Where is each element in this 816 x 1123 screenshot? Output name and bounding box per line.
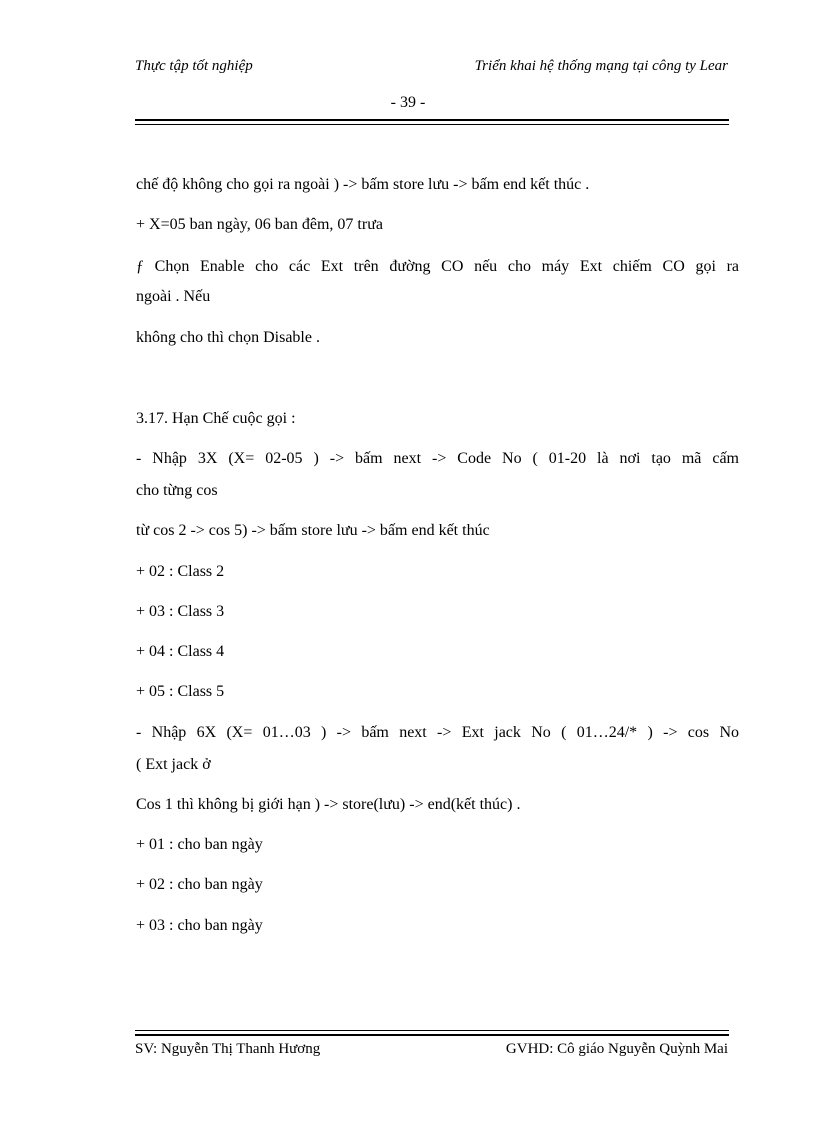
text-line: không cho thì chọn Disable . <box>136 329 320 346</box>
header-rule-bottom <box>135 124 729 125</box>
section-heading: 3.17. Hạn Chế cuộc gọi : <box>136 410 296 427</box>
list-item: + 04 : Class 4 <box>136 643 225 660</box>
text-line: - Nhập 6X (X= 01…03 ) -> bấm next -> Ext jack No ( 01…24/* ) -> cos No <box>136 724 739 741</box>
footer-rule-bottom <box>135 1034 729 1036</box>
footer-advisor-name: GVHD: Cô giáo Nguyễn Quỳnh Mai <box>505 1041 728 1057</box>
footer-student-name: SV: Nguyễn Thị Thanh Hương <box>135 1041 321 1057</box>
header-left-text: Thực tập tốt nghiệp <box>135 58 253 74</box>
list-item: + 02 : cho ban ngày <box>136 876 263 893</box>
list-item: + 03 : Class 3 <box>136 603 225 620</box>
text-line: từ cos 2 -> cos 5) -> bấm store lưu -> bấm end kết thúc <box>136 522 490 539</box>
text-line: - Nhập 3X (X= 02-05 ) -> bấm next -> Code No ( 01-20 là nơi tạo mã cấm <box>136 450 739 467</box>
list-item: + 05 : Class 5 <box>136 683 225 700</box>
list-item: + X=05 ban ngày, 06 ban đêm, 07 trưa <box>136 216 383 233</box>
list-item: + 03 : cho ban ngày <box>136 917 263 934</box>
text-line: ( Ext jack ở <box>136 756 211 773</box>
text-line: ngoài . Nếu <box>136 288 211 305</box>
text-line: chế độ không cho gọi ra ngoài ) -> bấm store lưu -> bấm end kết thúc . <box>136 176 590 193</box>
page-footer <box>135 1041 728 1061</box>
list-item: + 02 : Class 2 <box>136 563 225 580</box>
text-line: cho từng cos <box>136 482 218 499</box>
page-header <box>135 58 728 78</box>
page-number: - 39 - <box>390 94 426 111</box>
text-line: Cos 1 thì không bị giới hạn ) -> store(lưu) -> end(kết thúc) . <box>136 796 521 813</box>
header-rule-top <box>135 119 729 121</box>
footer-rule-top <box>135 1030 729 1031</box>
header-right-text: Triển khai hệ thống mạng tại công ty Lear <box>474 58 728 74</box>
text-line: ƒ Chọn Enable cho các Ext trên đường CO nếu cho máy Ext chiếm CO gọi ra <box>136 258 739 275</box>
list-item: + 01 : cho ban ngày <box>136 836 263 853</box>
